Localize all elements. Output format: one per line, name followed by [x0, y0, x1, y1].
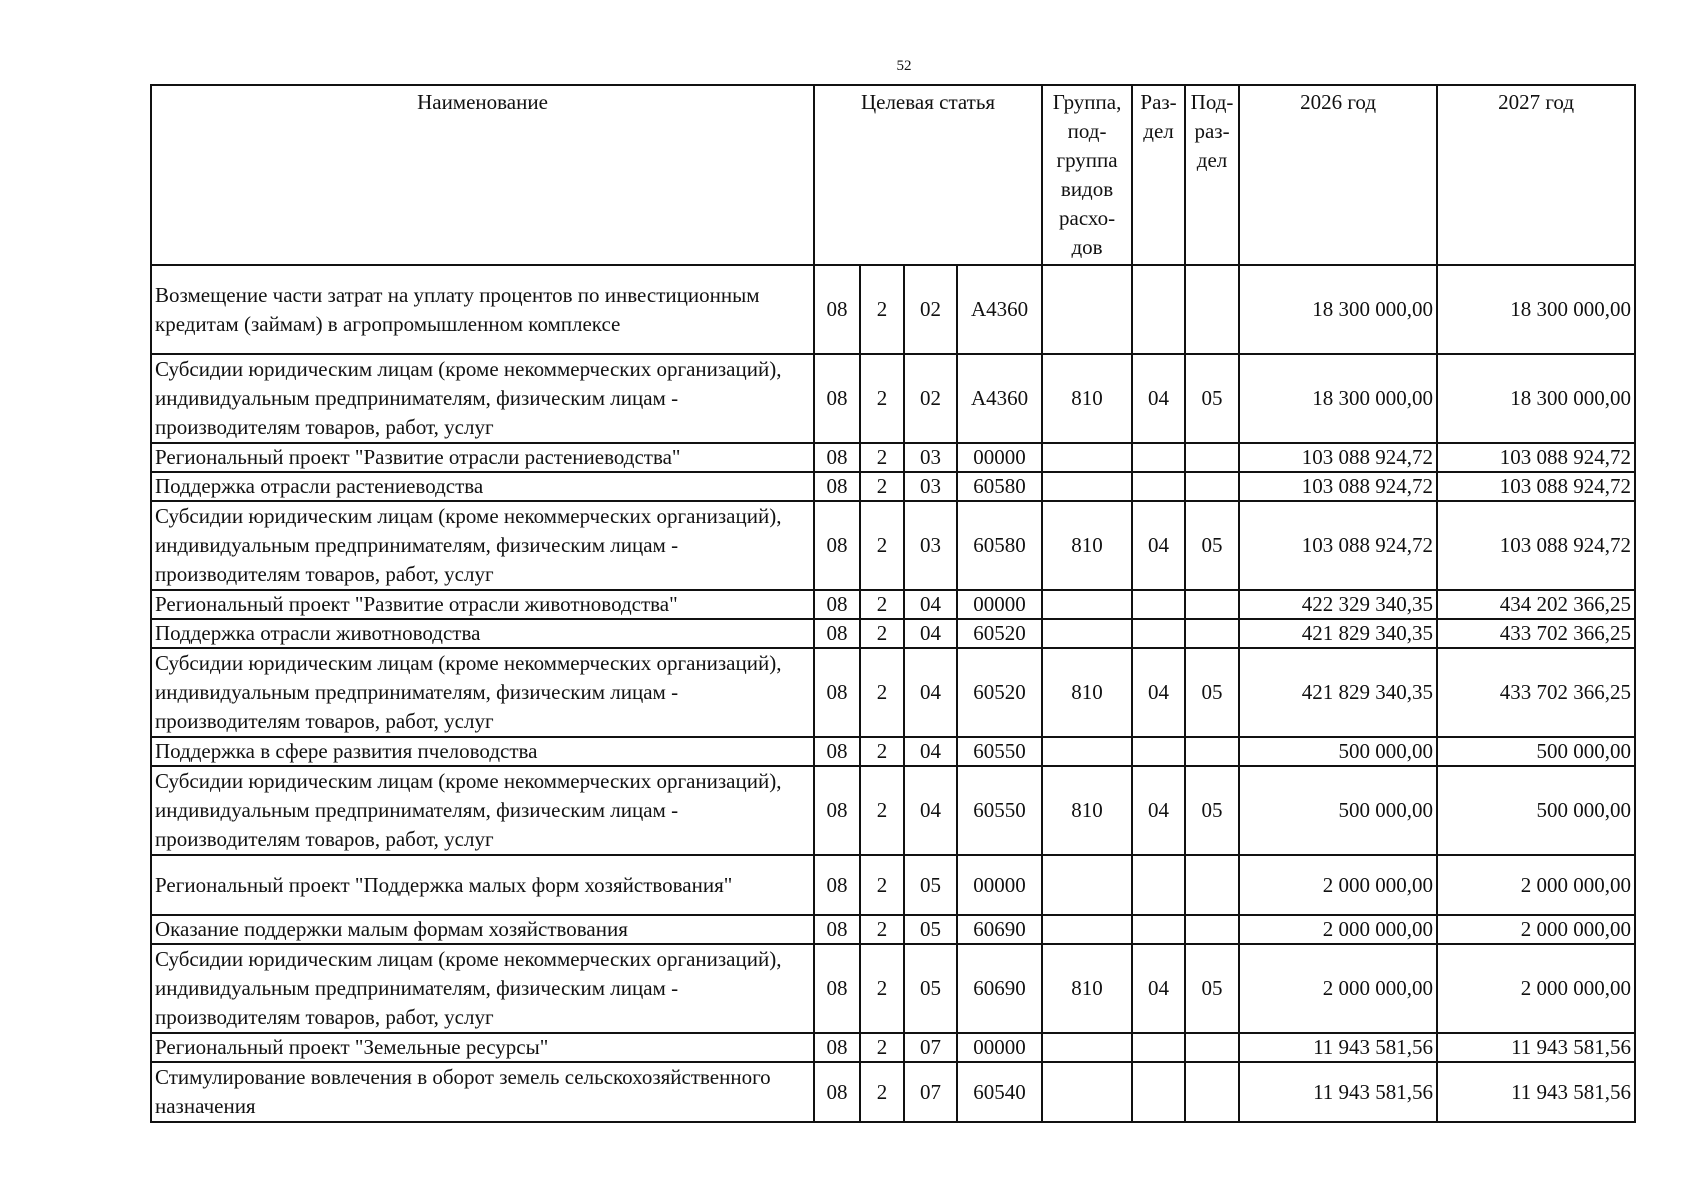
target-subprogram: 2 — [860, 1033, 904, 1062]
target-program: 08 — [814, 1062, 860, 1122]
target-subprogram: 2 — [860, 648, 904, 737]
section: 04 — [1132, 766, 1185, 855]
target-subprogram: 2 — [860, 737, 904, 766]
table-row — [151, 648, 1635, 737]
row-name: Стимулирование вовлечения в оборот земель сельскохозяйственного назначения — [151, 1062, 814, 1122]
amount-2026: 421 829 340,35 — [1239, 619, 1437, 648]
row-name: Субсидии юридическим лицам (кроме некоммерческих организаций), индивидуальным предпринимателям, физическим лицам - производителям товаров, работ, услуг — [151, 944, 814, 1033]
target-program: 08 — [814, 443, 860, 472]
amount-2026: 2 000 000,00 — [1239, 855, 1437, 915]
target-project: 02 — [904, 265, 957, 354]
subsection: 05 — [1185, 944, 1239, 1033]
subsection: 05 — [1185, 501, 1239, 590]
subsection — [1185, 1033, 1239, 1062]
expense-group — [1042, 915, 1132, 944]
amount-2027: 103 088 924,72 — [1437, 501, 1635, 590]
target-direction: 60550 — [957, 766, 1042, 855]
subsection — [1185, 472, 1239, 501]
target-project: 05 — [904, 915, 957, 944]
target-direction: 60690 — [957, 915, 1042, 944]
subsection: 05 — [1185, 766, 1239, 855]
expense-group — [1042, 443, 1132, 472]
header-target-article: Целевая статья — [814, 85, 1042, 265]
target-subprogram: 2 — [860, 855, 904, 915]
table-row — [151, 766, 1635, 855]
table-row — [151, 443, 1635, 472]
section: 04 — [1132, 944, 1185, 1033]
amount-2026: 11 943 581,56 — [1239, 1062, 1437, 1122]
expense-group — [1042, 472, 1132, 501]
target-direction: 00000 — [957, 443, 1042, 472]
row-name: Региональный проект "Развитие отрасли растениеводства" — [151, 443, 814, 472]
amount-2027: 2 000 000,00 — [1437, 915, 1635, 944]
amount-2026: 500 000,00 — [1239, 737, 1437, 766]
amount-2027: 11 943 581,56 — [1437, 1033, 1635, 1062]
expense-group — [1042, 1062, 1132, 1122]
section: 04 — [1132, 501, 1185, 590]
amount-2027: 18 300 000,00 — [1437, 354, 1635, 443]
table-row — [151, 944, 1635, 1033]
header-subsection: Под-раз-дел — [1185, 85, 1239, 265]
amount-2027: 11 943 581,56 — [1437, 1062, 1635, 1122]
target-project: 04 — [904, 590, 957, 619]
table-row — [151, 590, 1635, 619]
expense-group: 810 — [1042, 766, 1132, 855]
expense-group — [1042, 737, 1132, 766]
target-subprogram: 2 — [860, 1062, 904, 1122]
amount-2027: 2 000 000,00 — [1437, 944, 1635, 1033]
amount-2026: 18 300 000,00 — [1239, 265, 1437, 354]
section — [1132, 472, 1185, 501]
target-program: 08 — [814, 766, 860, 855]
section: 04 — [1132, 648, 1185, 737]
row-name: Субсидии юридическим лицам (кроме некоммерческих организаций), индивидуальным предпринимателям, физическим лицам - производителям товаров, работ, услуг — [151, 354, 814, 443]
target-project: 04 — [904, 737, 957, 766]
target-direction: 60690 — [957, 944, 1042, 1033]
target-program: 08 — [814, 619, 860, 648]
amount-2027: 103 088 924,72 — [1437, 443, 1635, 472]
target-program: 08 — [814, 354, 860, 443]
amount-2026: 18 300 000,00 — [1239, 354, 1437, 443]
target-program: 08 — [814, 590, 860, 619]
target-subprogram: 2 — [860, 766, 904, 855]
target-program: 08 — [814, 737, 860, 766]
target-subprogram: 2 — [860, 354, 904, 443]
target-subprogram: 2 — [860, 619, 904, 648]
table-row — [151, 501, 1635, 590]
target-direction: 60520 — [957, 619, 1042, 648]
subsection: 05 — [1185, 354, 1239, 443]
target-subprogram: 2 — [860, 915, 904, 944]
target-direction: А4360 — [957, 265, 1042, 354]
section — [1132, 265, 1185, 354]
expense-group: 810 — [1042, 501, 1132, 590]
expense-group: 810 — [1042, 354, 1132, 443]
target-program: 08 — [814, 265, 860, 354]
target-subprogram: 2 — [860, 265, 904, 354]
amount-2026: 11 943 581,56 — [1239, 1033, 1437, 1062]
section — [1132, 855, 1185, 915]
row-name: Субсидии юридическим лицам (кроме некоммерческих организаций), индивидуальным предпринимателям, физическим лицам - производителям товаров, работ, услуг — [151, 501, 814, 590]
expense-group — [1042, 1033, 1132, 1062]
amount-2026: 103 088 924,72 — [1239, 501, 1437, 590]
row-name: Поддержка отрасли животноводства — [151, 619, 814, 648]
section — [1132, 737, 1185, 766]
row-name: Поддержка в сфере развития пчеловодства — [151, 737, 814, 766]
amount-2027: 434 202 366,25 — [1437, 590, 1635, 619]
subsection — [1185, 1062, 1239, 1122]
section — [1132, 1033, 1185, 1062]
target-direction: 60580 — [957, 472, 1042, 501]
target-program: 08 — [814, 855, 860, 915]
expense-group: 810 — [1042, 944, 1132, 1033]
subsection — [1185, 443, 1239, 472]
target-subprogram: 2 — [860, 944, 904, 1033]
section — [1132, 1062, 1185, 1122]
amount-2026: 2 000 000,00 — [1239, 915, 1437, 944]
target-program: 08 — [814, 1033, 860, 1062]
table-row — [151, 737, 1635, 766]
header-year-2027: 2027 год — [1437, 85, 1635, 265]
target-project: 05 — [904, 855, 957, 915]
amount-2026: 422 329 340,35 — [1239, 590, 1437, 619]
target-direction: 00000 — [957, 590, 1042, 619]
amount-2026: 2 000 000,00 — [1239, 944, 1437, 1033]
subsection — [1185, 619, 1239, 648]
target-project: 04 — [904, 766, 957, 855]
target-program: 08 — [814, 501, 860, 590]
target-direction: 60520 — [957, 648, 1042, 737]
header-year-2026: 2026 год — [1239, 85, 1437, 265]
expense-group — [1042, 855, 1132, 915]
amount-2026: 500 000,00 — [1239, 766, 1437, 855]
target-direction: 00000 — [957, 855, 1042, 915]
target-program: 08 — [814, 648, 860, 737]
amount-2027: 500 000,00 — [1437, 766, 1635, 855]
budget-table — [150, 84, 1636, 1123]
subsection — [1185, 265, 1239, 354]
expense-group — [1042, 590, 1132, 619]
table-row — [151, 472, 1635, 501]
target-program: 08 — [814, 472, 860, 501]
section — [1132, 619, 1185, 648]
target-project: 07 — [904, 1033, 957, 1062]
table-row — [151, 915, 1635, 944]
header-section: Раз-дел — [1132, 85, 1185, 265]
expense-group — [1042, 265, 1132, 354]
row-name: Субсидии юридическим лицам (кроме некоммерческих организаций), индивидуальным предпринимателям, физическим лицам - производителям товаров, работ, услуг — [151, 766, 814, 855]
target-project: 02 — [904, 354, 957, 443]
table-row — [151, 265, 1635, 354]
target-program: 08 — [814, 915, 860, 944]
header-row — [151, 85, 1635, 265]
target-project: 05 — [904, 944, 957, 1033]
amount-2027: 18 300 000,00 — [1437, 265, 1635, 354]
amount-2027: 103 088 924,72 — [1437, 472, 1635, 501]
target-project: 03 — [904, 443, 957, 472]
header-expense-group: Группа, под-группа видов расхо-дов — [1042, 85, 1132, 265]
table-row — [151, 619, 1635, 648]
target-project: 07 — [904, 1062, 957, 1122]
target-project: 04 — [904, 619, 957, 648]
target-project: 03 — [904, 472, 957, 501]
target-project: 04 — [904, 648, 957, 737]
row-name: Оказание поддержки малым формам хозяйствования — [151, 915, 814, 944]
subsection — [1185, 915, 1239, 944]
amount-2027: 433 702 366,25 — [1437, 619, 1635, 648]
target-subprogram: 2 — [860, 501, 904, 590]
amount-2026: 103 088 924,72 — [1239, 443, 1437, 472]
table-row — [151, 1033, 1635, 1062]
target-direction: 60550 — [957, 737, 1042, 766]
target-direction: 60580 — [957, 501, 1042, 590]
subsection — [1185, 590, 1239, 619]
amount-2027: 2 000 000,00 — [1437, 855, 1635, 915]
amount-2027: 433 702 366,25 — [1437, 648, 1635, 737]
section — [1132, 443, 1185, 472]
section — [1132, 590, 1185, 619]
amount-2026: 421 829 340,35 — [1239, 648, 1437, 737]
target-direction: 60540 — [957, 1062, 1042, 1122]
row-name: Региональный проект "Земельные ресурсы" — [151, 1033, 814, 1062]
subsection — [1185, 737, 1239, 766]
row-name: Субсидии юридическим лицам (кроме некоммерческих организаций), индивидуальным предпринимателям, физическим лицам - производителям товаров, работ, услуг — [151, 648, 814, 737]
target-subprogram: 2 — [860, 472, 904, 501]
expense-group: 810 — [1042, 648, 1132, 737]
target-project: 03 — [904, 501, 957, 590]
subsection: 05 — [1185, 648, 1239, 737]
table-row — [151, 354, 1635, 443]
page-number: 52 — [896, 58, 912, 74]
target-direction: А4360 — [957, 354, 1042, 443]
header-name: Наименование — [151, 85, 814, 265]
target-subprogram: 2 — [860, 590, 904, 619]
expense-group — [1042, 619, 1132, 648]
amount-2026: 103 088 924,72 — [1239, 472, 1437, 501]
section — [1132, 915, 1185, 944]
section: 04 — [1132, 354, 1185, 443]
target-subprogram: 2 — [860, 443, 904, 472]
row-name: Поддержка отрасли растениеводства — [151, 472, 814, 501]
amount-2027: 500 000,00 — [1437, 737, 1635, 766]
table-row — [151, 855, 1635, 915]
row-name: Региональный проект "Поддержка малых форм хозяйствования" — [151, 855, 814, 915]
subsection — [1185, 855, 1239, 915]
target-program: 08 — [814, 944, 860, 1033]
row-name: Региональный проект "Развитие отрасли животноводства" — [151, 590, 814, 619]
table-row — [151, 1062, 1635, 1122]
target-direction: 00000 — [957, 1033, 1042, 1062]
row-name: Возмещение части затрат на уплату процентов по инвестиционным кредитам (займам) в агропромышленном комплексе — [151, 265, 814, 354]
